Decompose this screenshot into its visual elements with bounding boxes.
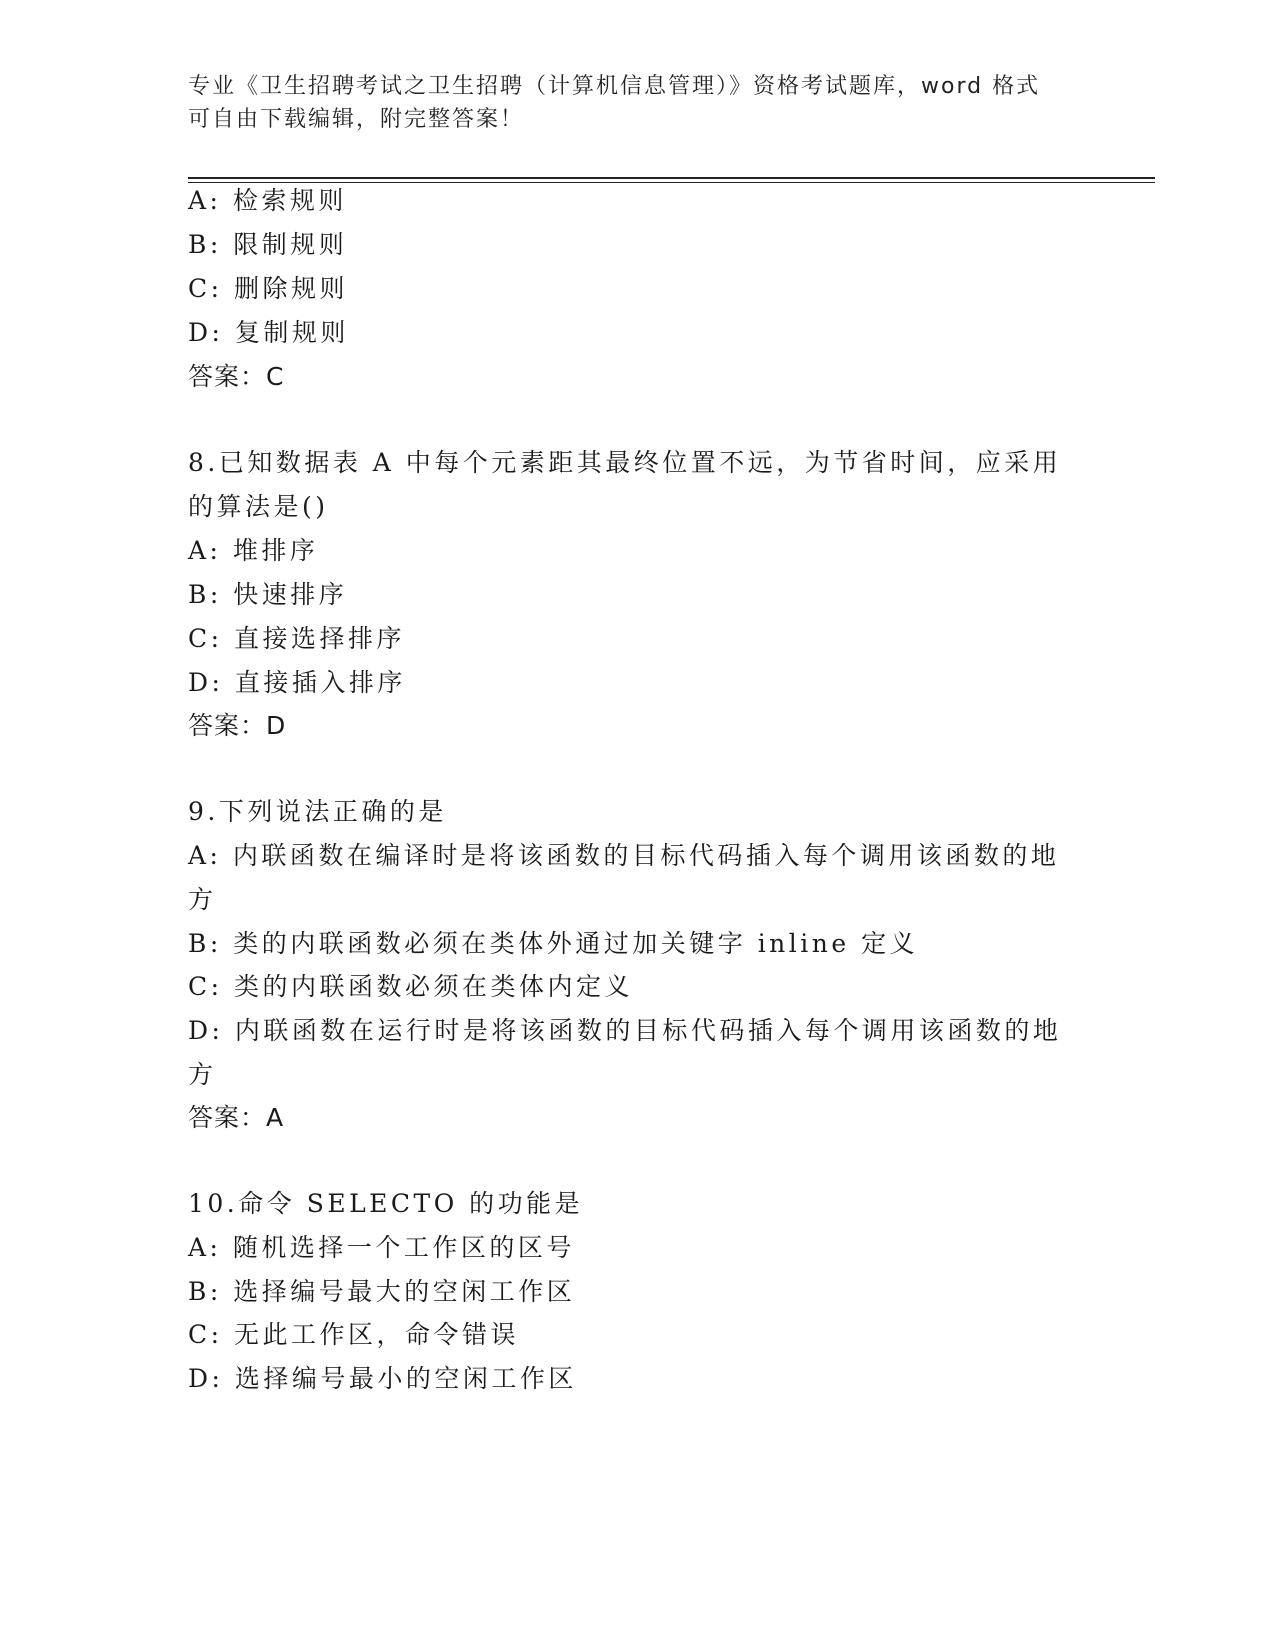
header-divider-thin [188,182,1155,183]
q9-option-c: C: 类的内联函数必须在类体内定义 [188,972,633,1001]
document-header [188,70,1088,136]
q9-option-a-line-1: A: 内联函数在编译时是将该函数的目标代码插入每个调用该函数的地 [188,841,1060,870]
header-line-2: 可自由下载编辑，附完整答案！ [188,107,525,132]
header-divider-thick [188,177,1155,179]
q9-answer: 答案：A [188,1103,285,1132]
q7-answer: 答案：C [188,362,285,391]
q8-option-a: A: 堆排序 [188,536,319,565]
q8-answer: 答案：D [188,711,287,740]
q8-option-d: D: 直接插入排序 [188,668,406,697]
q9-option-d-line-1: D: 内联函数在运行时是将该函数的目标代码插入每个调用该函数的地 [188,1016,1062,1045]
q8-option-b: B: 快速排序 [188,580,348,609]
q7-option-a: A: 检索规则 [188,186,347,215]
q8-stem-line-2: 的算法是() [188,492,329,521]
q7-option-b: B: 限制规则 [188,230,348,259]
q9-option-a-line-2: 方 [188,885,217,914]
q8-stem-line-1: 8.已知数据表 A 中每个元素距其最终位置不远，为节省时间，应采用 [188,448,1062,477]
q7-option-d: D: 复制规则 [188,318,349,347]
q10-stem: 10.命令 SELECTO 的功能是 [188,1189,584,1218]
q7-option-c: C: 删除规则 [188,274,348,303]
q9-option-b: B: 类的内联函数必须在类体外通过加关键字 inline 定义 [188,929,919,958]
q10-option-d: D: 选择编号最小的空闲工作区 [188,1364,577,1393]
q9-option-d-line-2: 方 [188,1060,217,1089]
header-line-1: 专业《卫生招聘考试之卫生招聘（计算机信息管理）》资格考试题库，word 格式 [188,74,1041,99]
q8-option-c: C: 直接选择排序 [188,624,405,653]
q10-option-a: A: 随机选择一个工作区的区号 [188,1233,575,1262]
q10-option-c: C: 无此工作区，命令错误 [188,1320,519,1349]
q10-option-b: B: 选择编号最大的空闲工作区 [188,1277,576,1306]
q9-stem: 9.下列说法正确的是 [188,797,447,826]
